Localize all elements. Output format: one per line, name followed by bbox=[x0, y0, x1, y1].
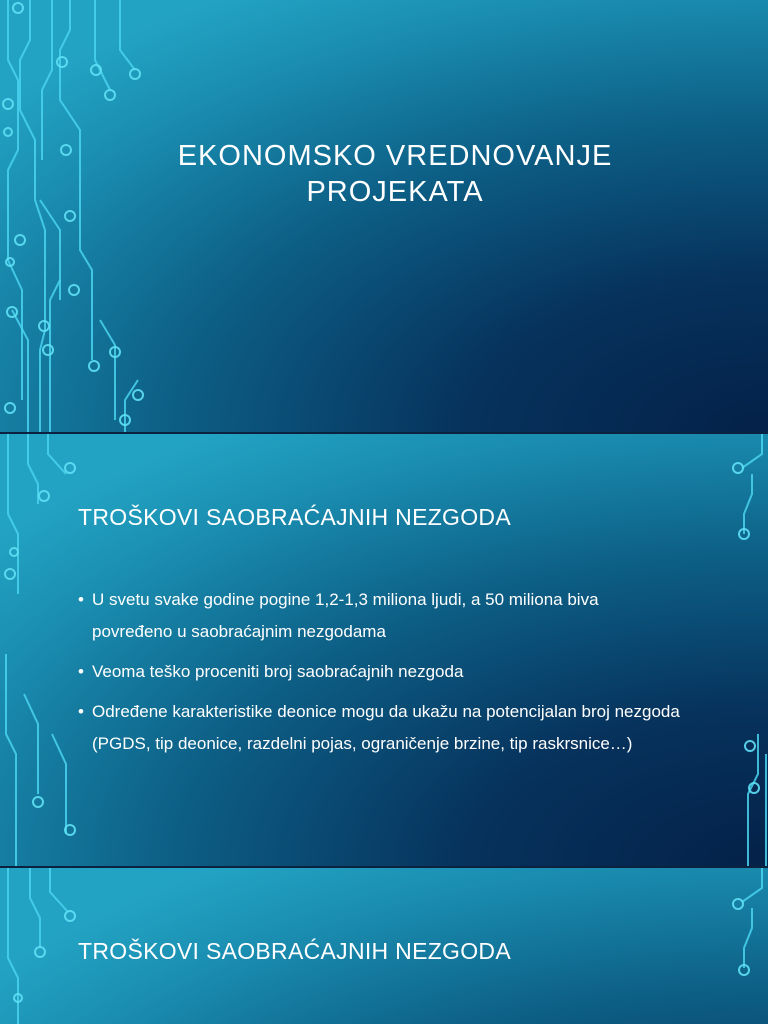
slide-1[interactable] bbox=[0, 0, 768, 432]
bullet-text: Veoma teško proceniti broj saobraćajnih nezgoda bbox=[92, 662, 464, 681]
bullet-icon: • bbox=[78, 702, 84, 721]
slide-heading: TROŠKOVI SAOBRAĆAJNIH NEZGODA bbox=[78, 938, 511, 964]
bullet-item bbox=[78, 584, 683, 648]
slide-heading: TROŠKOVI SAOBRAĆAJNIH NEZGODA bbox=[78, 504, 511, 530]
presentation-title bbox=[100, 138, 690, 210]
slide-2[interactable] bbox=[0, 434, 768, 866]
bullet-icon: • bbox=[78, 590, 84, 609]
title-line-2: PROJEKATA bbox=[306, 176, 484, 208]
circuit-decoration-left bbox=[0, 0, 160, 432]
bullet-icon: • bbox=[78, 662, 84, 681]
circuit-decoration-left bbox=[0, 434, 80, 866]
circuit-decoration-right bbox=[708, 434, 768, 866]
slide-3[interactable] bbox=[0, 868, 768, 1024]
circuit-decoration-right bbox=[708, 868, 768, 1024]
bullet-item bbox=[78, 656, 683, 688]
circuit-decoration-left bbox=[0, 868, 80, 1024]
title-line-1: EKONOMSKO VREDNOVANJE bbox=[177, 140, 613, 172]
bullet-text: U svetu svake godine pogine 1,2-1,3 miliona ljudi, a 50 miliona biva povređeno u saobraćajnim nezgodama bbox=[92, 590, 599, 641]
bullet-text: Određene karakteristike deonice mogu da ukažu na potencijalan broj nezgoda (PGDS, tip deonice, razdelni pojas, ograničenje brzine, tip raskrsnice…) bbox=[92, 702, 680, 753]
bullet-list bbox=[78, 584, 683, 768]
bullet-item bbox=[78, 696, 683, 760]
